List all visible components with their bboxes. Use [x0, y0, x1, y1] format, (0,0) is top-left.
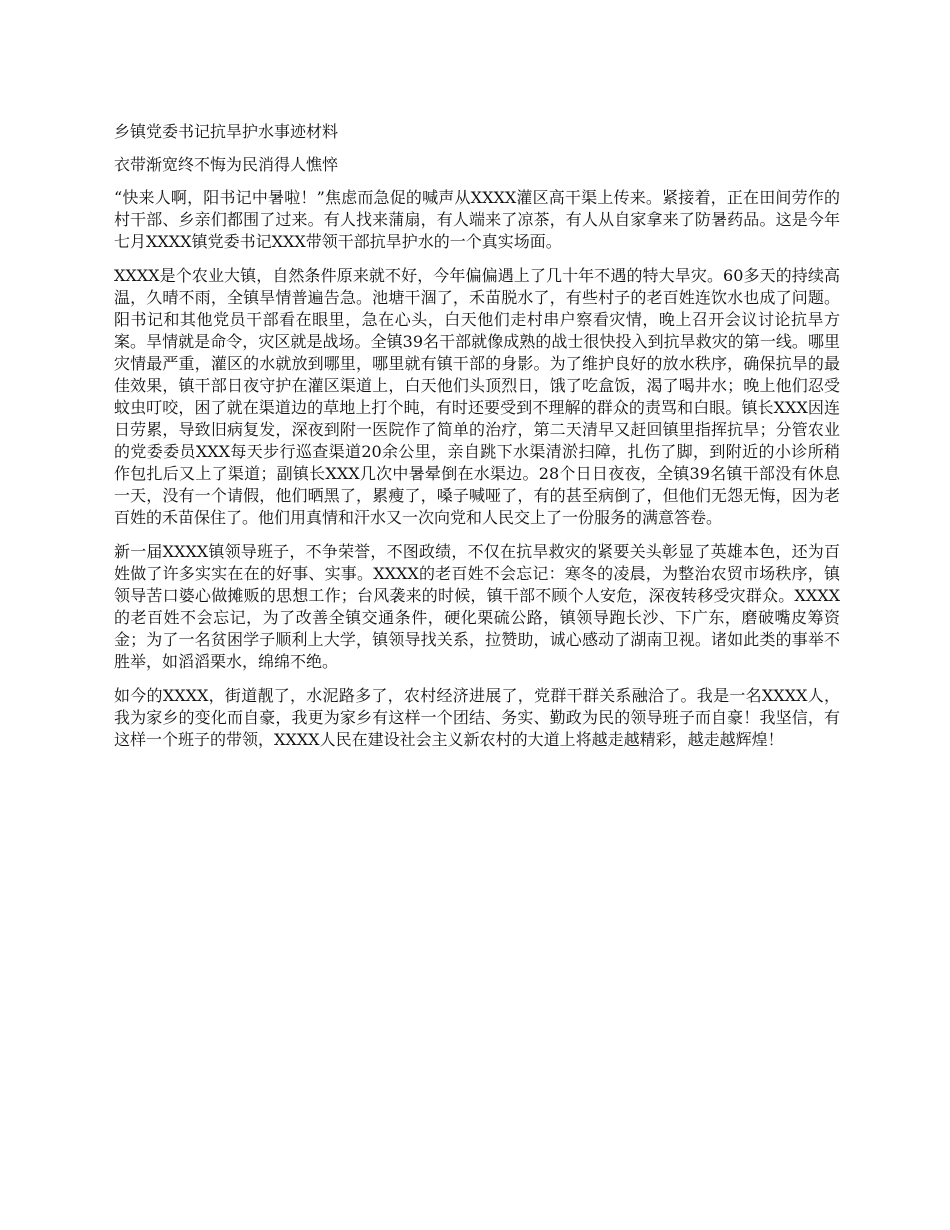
paragraph-1: “快来人啊，阳书记中暑啦！”焦虑而急促的喊声从XXXX灌区高干渠上传来。紧接着，正在田间劳作的村干部、乡亲们都围了过来。有人找来蒲扇，有人端来了凉茶，有人从自家拿来了防暑药品。这是今年七月XXXX镇党委书记XXX带领干部抗旱护水的一个真实场面。 — [114, 188, 840, 251]
document-subtitle: 衣带渐宽终不悔为民消得人憔悴 — [114, 155, 339, 174]
paragraph-2: XXXX是个农业大镇，自然条件原来就不好，今年偏偏遇上了几十年不遇的特大旱灾。60多天的持续高温，久晴不雨，全镇旱情普遍告急。池塘干涸了，禾苗脱水了，有些村子的老百姓连饮水也成了问题。阳书记和其他党员干部看在眼里，急在心头，白天他们走村串户察看灾情，晚上召开会议讨论抗旱方案。旱情就是命令，灾区就是战场。全镇39名干部就像成熟的战士很快投入到抗旱救灾的第一线。哪里灾情最严重，灌区的水就放到哪里，哪里就有镇干部的身影。为了维护良好的放水秩序，确保抗旱的最佳效果，镇干部日夜守护在灌区渠道上，白天他们头顶烈日，饿了吃盒饭，渴了喝井水；晚上他们忍受蚊虫叮咬，困了就在渠道边的草地上打个盹，有时还要受到不理解的群众的责骂和白眼。镇长XXX因连日劳累，导致旧病复发，深夜到附一医院作了简单的治疗，第二天清早又赶回镇里指挥抗旱；分管农业的党委委员XXX每天步行巡查渠道20余公里，亲自跳下水渠清淤扫障，扎伤了脚，到附近的小诊所稍作包扎后又上了渠道；副镇长XXX几次中暑晕倒在水渠边。28个日日夜夜，全镇39名镇干部没有休息一天，没有一个请假，他们晒黑了，累瘦了，嗓子喊哑了，有的甚至病倒了，但他们无怨无悔，因为老百姓的禾苗保住了。他们用真情和汗水又一次向党和人民交上了一份服务的满意答卷。 — [114, 266, 840, 527]
document-title: 乡镇党委书记抗旱护水事迹材料 — [114, 122, 339, 141]
document-page — [114, 121, 840, 763]
paragraph-4: 如今的XXXX，街道靓了，水泥路多了，农村经济进展了，党群干群关系融洽了。我是一名XXXX人，我为家乡的变化而自豪，我更为家乡有这样一个团结、务实、勤政为民的领导班子而自豪！我坚信，有这样一个班子的带领，XXXX人民在建设社会主义新农村的大道上将越走越精彩，越走越辉煌！ — [114, 686, 840, 749]
paragraph-3: 新一届XXXX镇领导班子，不争荣誉，不图政绩，不仅在抗旱救灾的紧要关头彰显了英雄本色，还为百姓做了许多实实在在的好事、实事。XXXX的老百姓不会忘记：寒冬的凌晨，为整治农贸市场秩序，镇领导苦口婆心做摊贩的思想工作；台风袭来的时候，镇干部不顾个人安危，深夜转移受灾群众。XXXX的老百姓不会忘记，为了改善全镇交通条件，硬化栗硫公路，镇领导跑长沙、下广东，磨破嘴皮筹资金；为了一名贫困学子顺利上大学，镇领导找关系，拉赞助，诚心感动了湖南卫视。诸如此类的事举不胜举，如滔滔栗水，绵绵不绝。 — [114, 542, 840, 671]
